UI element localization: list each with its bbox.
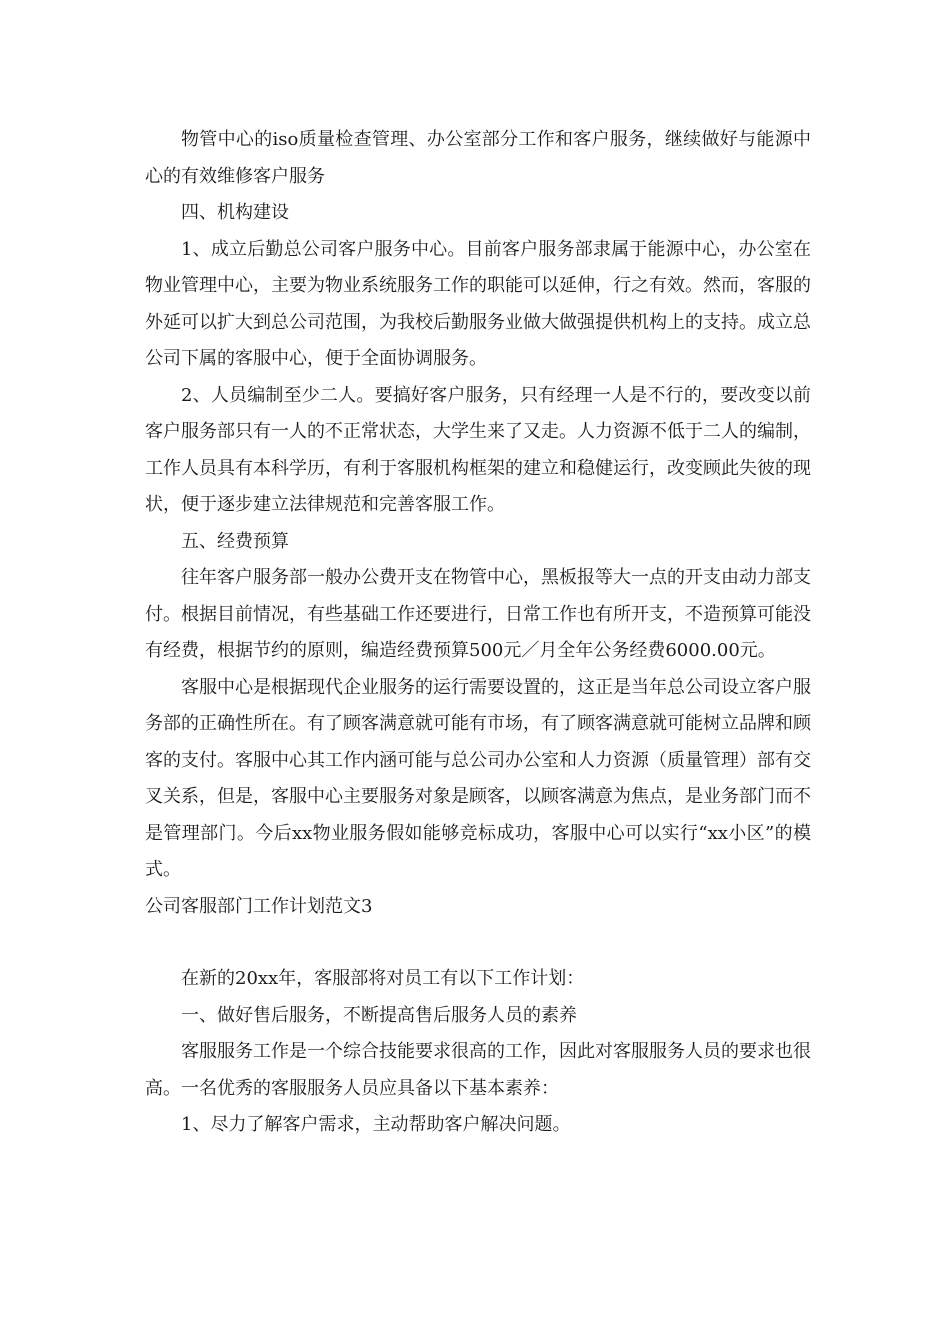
- document-body: [145, 122, 811, 1144]
- heading-budget: 五、经费预算: [181, 530, 289, 552]
- paragraph: 客服服务工作是一个综合技能要求很高的工作，因此对客服服务人员的要求也很高。一名优秀的客服服务人员应具备以下基本素养：: [145, 1041, 811, 1099]
- paragraph: 2、人员编制至少二人。要搞好客户服务，只有经理一人是不行的，要改变以前客户服务部只有一人的不正常状态，大学生来了又走。人力资源不低于二人的编制，工作人员具有本科学历，有利于客服机构框架的建立和稳健运行，改变顾此失彼的现状，便于逐步建立法律规范和完善客服工作。: [145, 384, 811, 515]
- paragraph: 物管中心的iso质量检查管理、办公室部分工作和客户服务，继续做好与能源中心的有效维修客户服务: [145, 129, 811, 187]
- heading-org-construction: 四、机构建设: [181, 202, 289, 223]
- paragraph: 1、成立后勤总公司客户服务中心。目前客户服务部隶属于能源中心，办公室在物业管理中心，主要为物业系统服务工作的职能可以延伸，行之有效。然而，客服的外延可以扩大到总公司范围，为我校后勤服务业做大做强提供机构上的支持。成立总公司下属的客服中心，便于全面协调服务。: [145, 238, 811, 369]
- paragraph: 往年客户服务部一般办公费开支在物管中心，黑板报等大一点的开支由动力部支付。根据目前情况，有些基础工作还要进行，日常工作也有所开支，不造预算可能没有经费，根据节约的原则，编造经费预算500元／月全年公务经费6000.00元。: [145, 567, 811, 661]
- paragraph: 客服中心是根据现代企业服务的运行需要设置的，这正是当年总公司设立客户服务部的正确性所在。有了顾客满意就可能有市场，有了顾客满意就可能树立品牌和顾客的支付。客服中心其工作内涵可能与总公司办公室和人力资源（质量管理）部有交叉关系，但是，客服中心主要服务对象是顾客，以顾客满意为焦点，是业务部门而不是管理部门。今后xx物业服务假如能够竞标成功，客服中心可以实行“xx小区”的模式。: [145, 676, 811, 880]
- blank-line: [145, 925, 811, 961]
- paragraph: 在新的20xx年，客服部将对员工有以下工作计划：: [181, 968, 585, 989]
- section-title: 公司客服部门工作计划范文3: [145, 895, 373, 917]
- heading-after-sales: 一、做好售后服务，不断提高售后服务人员的素养: [181, 1004, 577, 1026]
- list-item: 1、尽力了解客户需求，主动帮助客户解决问题。: [181, 1114, 571, 1135]
